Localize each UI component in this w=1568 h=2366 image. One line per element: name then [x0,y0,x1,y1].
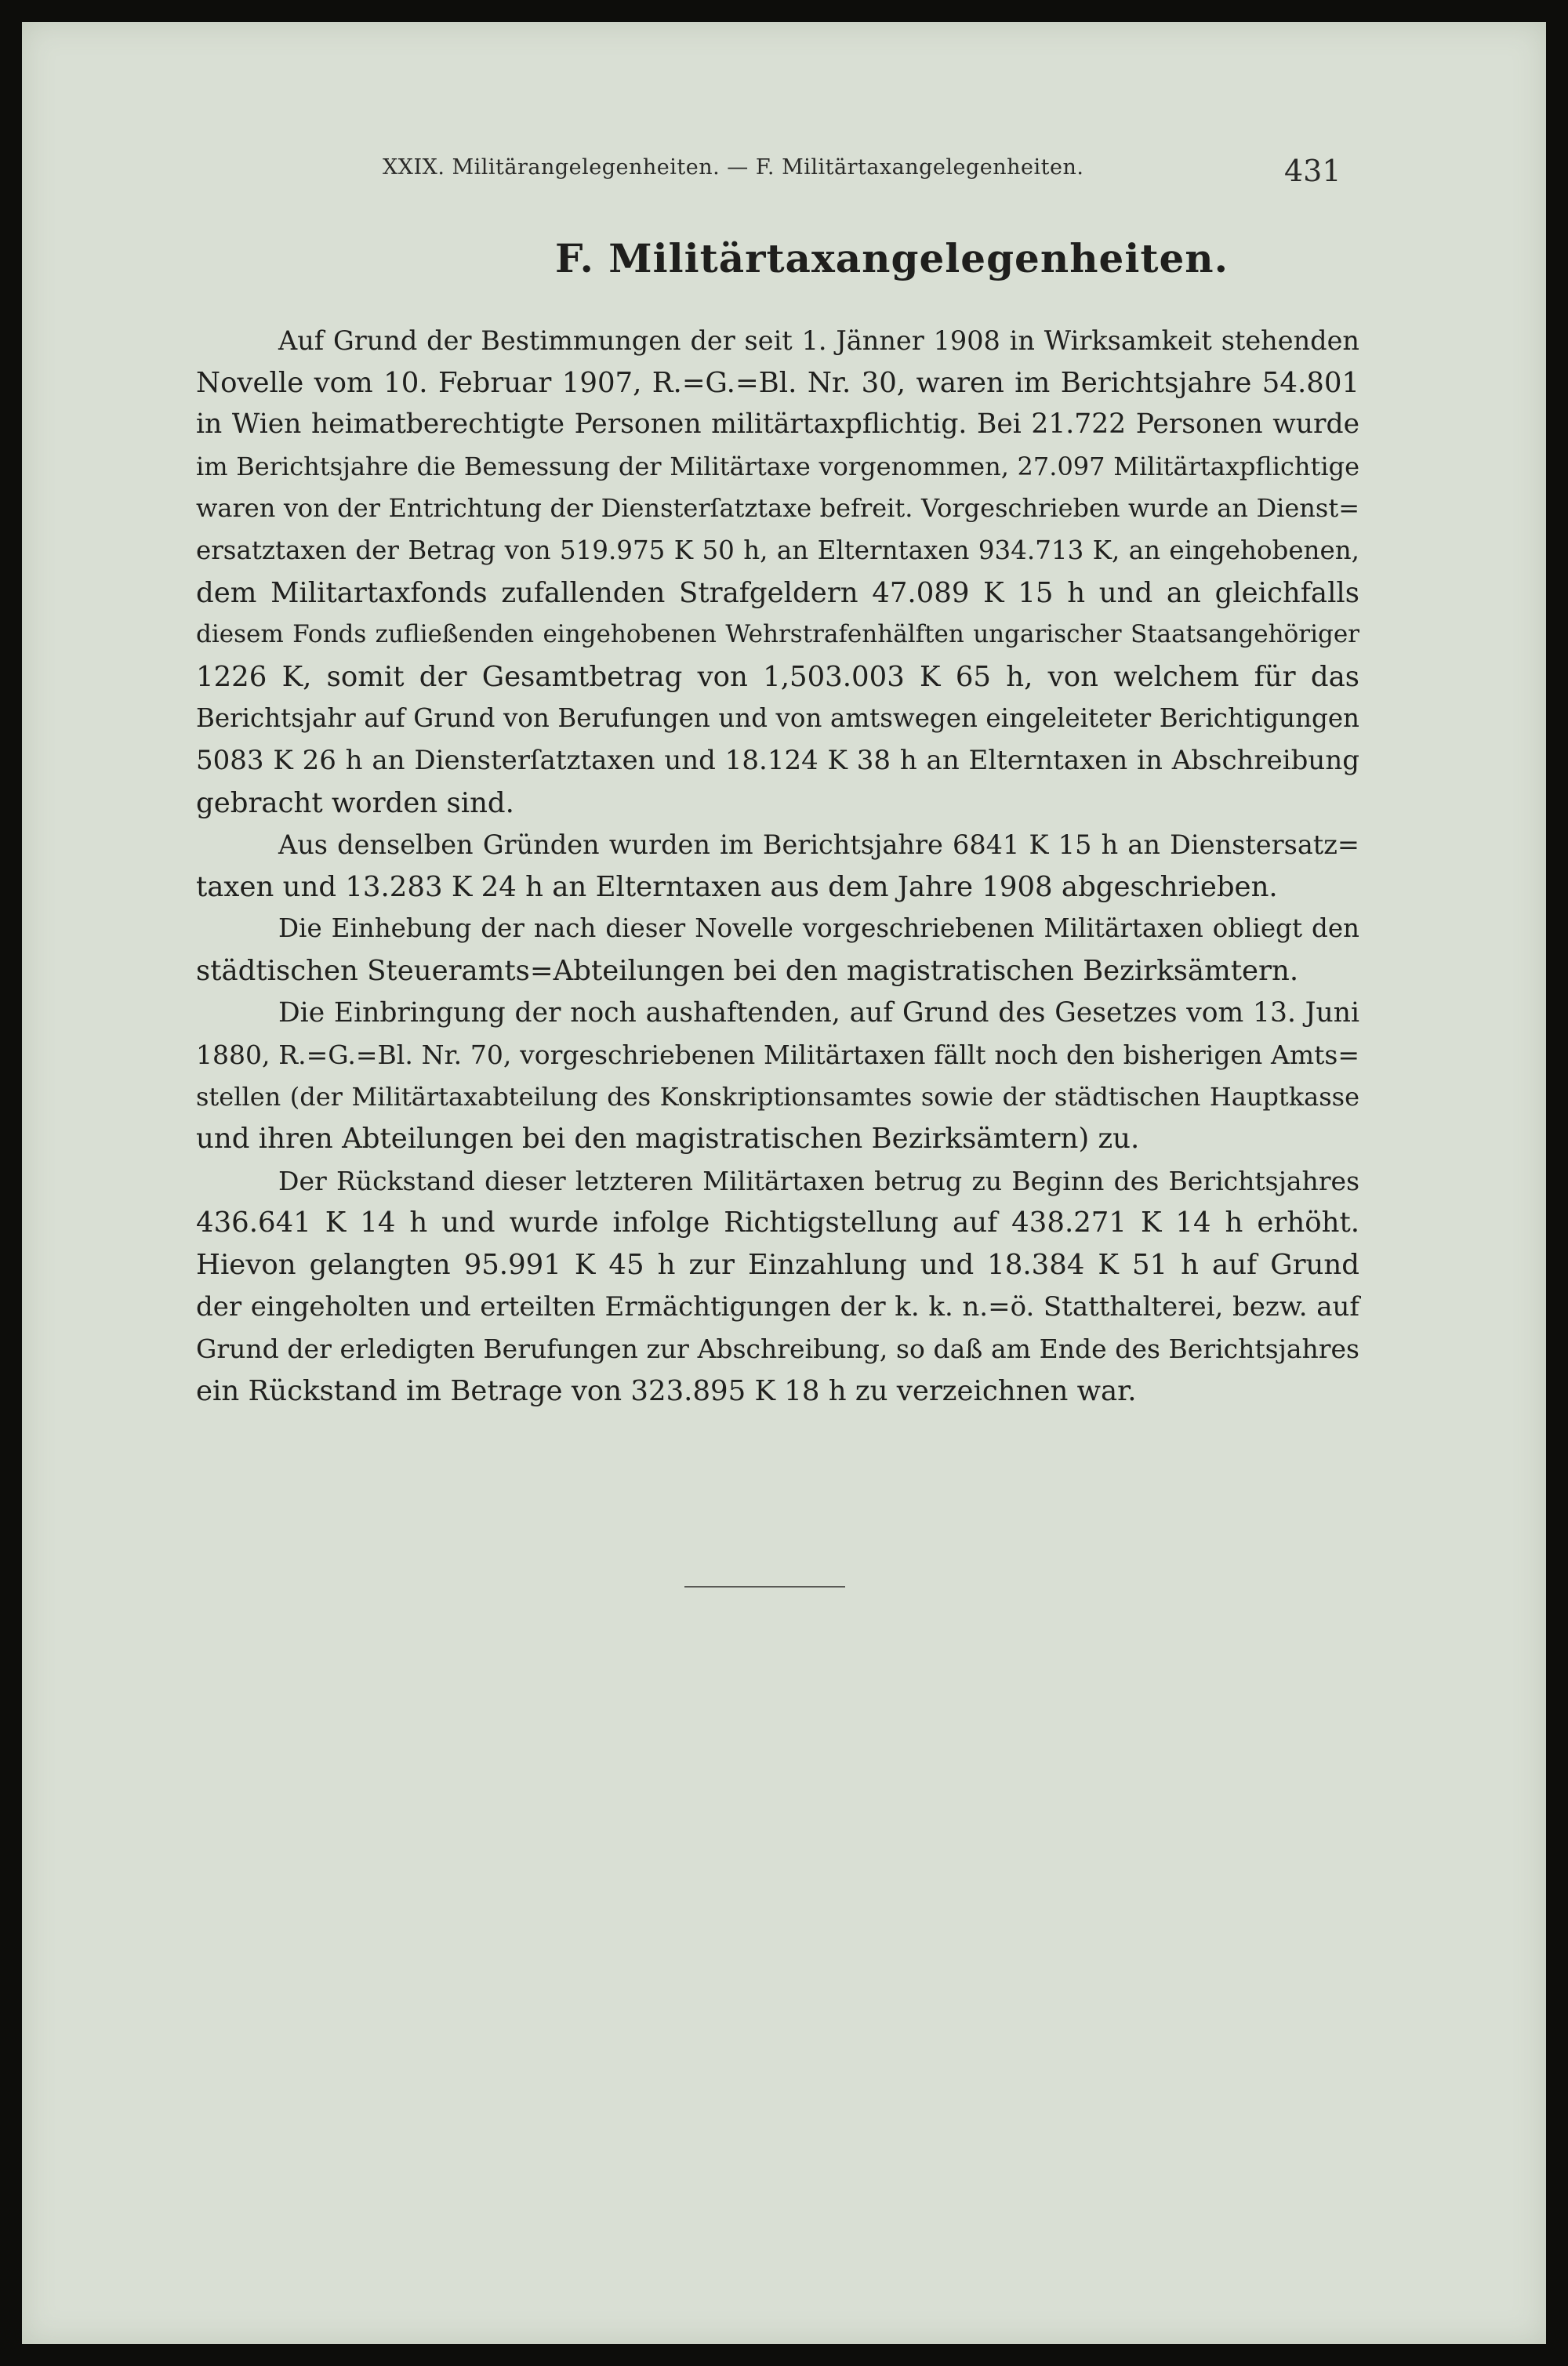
text-line: Die Einhebung der nach dieser Novelle vorgeschriebenen Militärtaxen obliegt den [278,913,1359,944]
text-line: in Wien heimatberechtigte Personen militärtaxpflichtig. Bei 21.722 Personen wurde [196,408,1359,441]
text-line: Hievon gelangten 95.991 K 45 h zur Einzahlung und 18.384 K 51 h auf Grund [196,1249,1359,1282]
text-line: Aus denselben Gründen wurden im Berichtsjahre 6841 K 15 h an Dienstersatz= [278,829,1359,861]
text-line: und ihren Abteilungen bei den magistratischen Bezirksämtern) zu. [196,1123,1140,1156]
text-line: 1880, R.=G.=Bl. Nr. 70, vorgeschriebenen Militärtaxen fällt noch den bisherigen Amts= [196,1040,1359,1071]
text-line: Die Einbringung der noch aushaftenden, auf Grund des Gesetzes vom 13. Juni [278,996,1359,1029]
text-line: ersatztaxen der Betrag von 519.975 K 50 h, an Elterntaxen 934.713 K, an eingehobenen, [196,535,1359,565]
text-line: stellen (der Militärtaxabteilung des Konskriptionsamtes sowie der städtischen Hauptkasse [196,1081,1359,1112]
text-line: dem Militartaxfonds zufallenden Strafgeldern 47.089 K 15 h und an gleichfalls [196,576,1359,609]
text-line: Grund der erledigten Berufungen zur Abschreibung, so daß am Ende des Berichtsjahres [196,1334,1359,1365]
text-line: Auf Grund der Bestimmungen der seit 1. Jänner 1908 in Wirksamkeit stehenden [278,325,1359,356]
text-line: ein Rückstand im Betrage von 323.895 K 18 h zu verzeichnen war. [196,1374,1137,1407]
text-line: waren von der Entrichtung der Diensterſatztaxe befreit. Vorgeschrieben wurde an Dienst= [196,493,1359,524]
text-line: taxen und 13.283 K 24 h an Elterntaxen aus dem Jahre 1908 abgeschrieben. [196,870,1278,903]
text-line: Berichtsjahr auf Grund von Berufungen und von amtswegen eingeleiteter Berichtigungen [196,703,1359,734]
text-line: 436.641 K 14 h und wurde infolge Richtigstellung auf 438.271 K 14 h erhöht. [196,1207,1359,1239]
running-head: XXIX. Militärangelegenheiten. — F. Militärtaxangelegenheiten. [383,155,1084,180]
section-title: F. Militärtaxangelegenheiten. [555,235,1229,281]
text-line: 5083 K 26 h an Diensterſatztaxen und 18.124 K 38 h an Elterntaxen in Abschreibung [196,744,1359,776]
text-line: gebracht worden sind. [196,786,514,819]
text-line: diesem Fonds zufließenden eingehobenen Wehrstrafenhälften ungarischer Staatsangehöriger [196,620,1359,649]
document-page [22,22,1546,2344]
text-line: städtischen Steueramts=Abteilungen bei den magistratischen Bezirksämtern. [196,954,1299,987]
page-number: 431 [1284,154,1341,188]
body-text [196,320,1359,1412]
text-line: im Berichtsjahre die Bemessung der Militärtaxe vorgenommen, 27.097 Militärtaxpflichtige [196,451,1359,481]
text-line: der eingeholten und erteilten Ermächtigungen der k. k. n.=ö. Statthalterei, bezw. auf [196,1290,1359,1323]
text-line: 1226 K, somit der Gesamtbetrag von 1,503.003 K 65 h, von welchem für das [196,660,1359,693]
text-line: Novelle vom 10. Februar 1907, R.=G.=Bl. Nr. 30, waren im Berichtsjahre 54.801 [196,366,1359,399]
text-line: Der Rückstand dieser letzteren Militärtaxen betrug zu Beginn des Berichtsjahres [278,1165,1359,1196]
end-rule [684,1586,845,1588]
